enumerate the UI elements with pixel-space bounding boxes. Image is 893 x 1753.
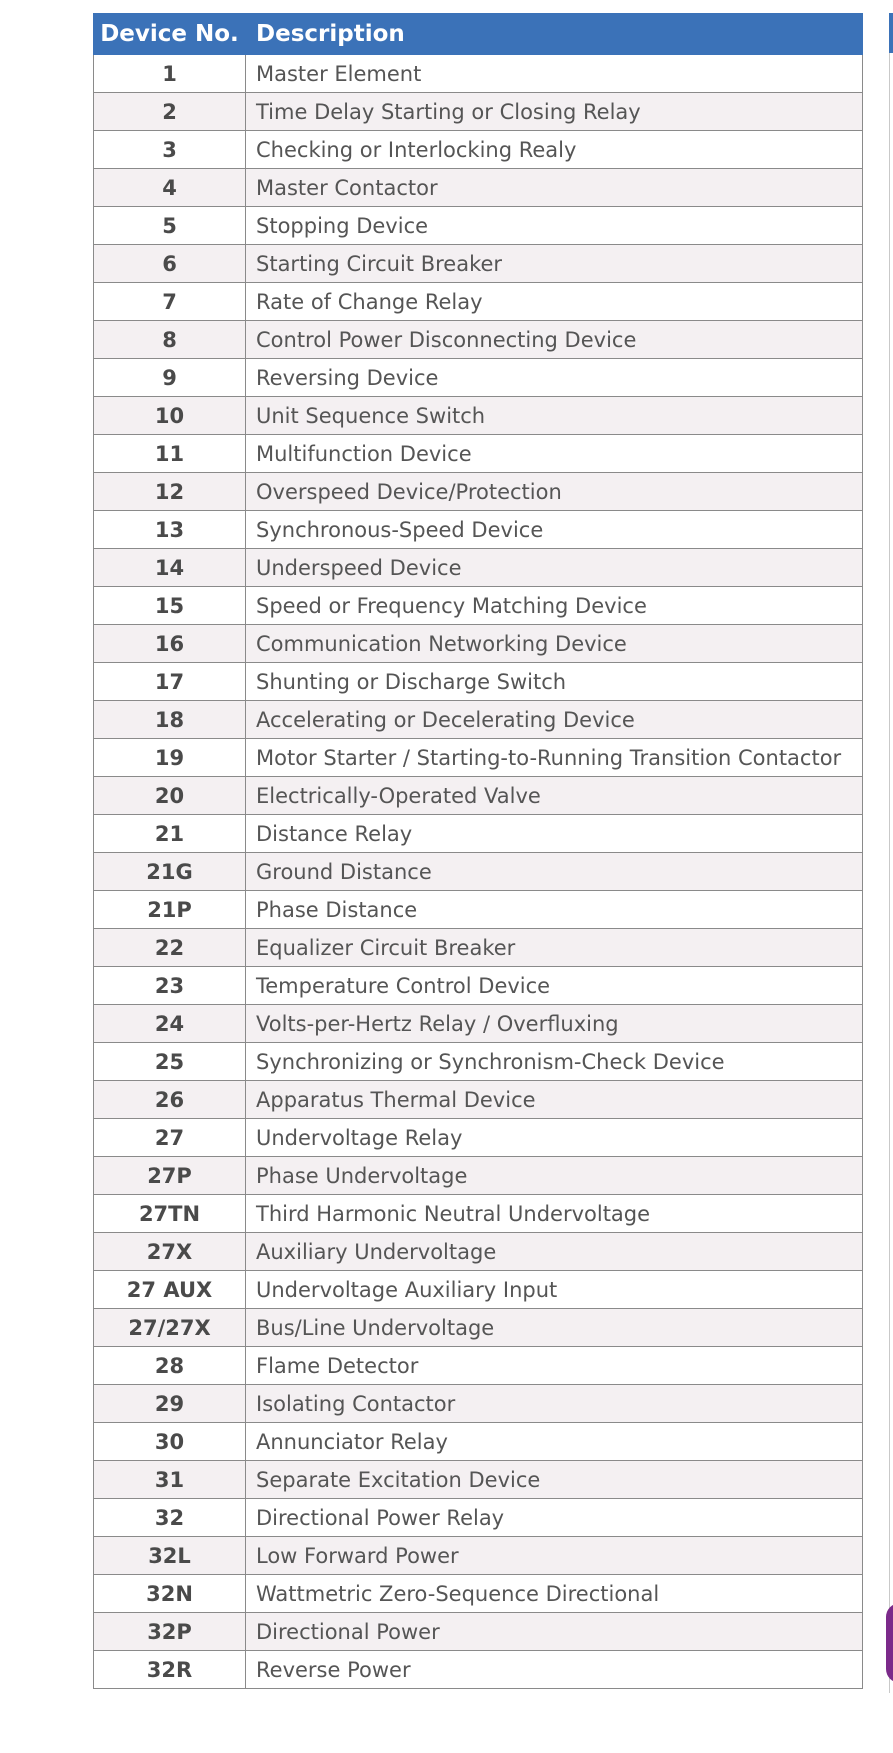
device-number-cell: 9 (94, 359, 246, 397)
table-row (94, 245, 863, 283)
table-header (94, 14, 863, 55)
adjacent-table-edge (889, 13, 893, 1693)
description-cell: Low Forward Power (246, 1537, 863, 1575)
table-row (94, 1005, 863, 1043)
table-row (94, 815, 863, 853)
adjacent-table-header-edge (889, 13, 893, 53)
device-number-cell: 7 (94, 283, 246, 321)
device-number-cell: 28 (94, 1347, 246, 1385)
device-number-cell: 27P (94, 1157, 246, 1195)
description-cell: Phase Undervoltage (246, 1157, 863, 1195)
device-number-cell: 12 (94, 473, 246, 511)
device-number-cell: 18 (94, 701, 246, 739)
description-cell: Undervoltage Auxiliary Input (246, 1271, 863, 1309)
description-cell: Starting Circuit Breaker (246, 245, 863, 283)
description-cell: Volts-per-Hertz Relay / Overfluxing (246, 1005, 863, 1043)
description-cell: Bus/Line Undervoltage (246, 1309, 863, 1347)
floating-action-button-edge[interactable] (886, 1603, 893, 1683)
device-number-cell: 16 (94, 625, 246, 663)
device-number-cell: 13 (94, 511, 246, 549)
description-cell: Phase Distance (246, 891, 863, 929)
header-description: Description (246, 14, 863, 55)
device-number-cell: 11 (94, 435, 246, 473)
table-row (94, 1461, 863, 1499)
table-row (94, 435, 863, 473)
description-cell: Accelerating or Decelerating Device (246, 701, 863, 739)
table-row (94, 1347, 863, 1385)
description-cell: Master Element (246, 55, 863, 93)
device-number-cell: 4 (94, 169, 246, 207)
description-cell: Rate of Change Relay (246, 283, 863, 321)
table-row (94, 397, 863, 435)
table-row (94, 587, 863, 625)
device-number-cell: 27/27X (94, 1309, 246, 1347)
description-cell: Equalizer Circuit Breaker (246, 929, 863, 967)
table-row (94, 1651, 863, 1689)
device-number-cell: 6 (94, 245, 246, 283)
device-number-cell: 21 (94, 815, 246, 853)
device-number-cell: 26 (94, 1081, 246, 1119)
table-row (94, 625, 863, 663)
table-row (94, 929, 863, 967)
table-row (94, 207, 863, 245)
device-number-cell: 22 (94, 929, 246, 967)
table-row (94, 853, 863, 891)
description-cell: Temperature Control Device (246, 967, 863, 1005)
device-number-cell: 5 (94, 207, 246, 245)
description-cell: Isolating Contactor (246, 1385, 863, 1423)
device-number-cell: 31 (94, 1461, 246, 1499)
table-row (94, 131, 863, 169)
device-number-cell: 19 (94, 739, 246, 777)
description-cell: Synchronizing or Synchronism-Check Device (246, 1043, 863, 1081)
table-row (94, 1271, 863, 1309)
description-cell: Control Power Disconnecting Device (246, 321, 863, 359)
table-body (94, 55, 863, 1689)
device-number-cell: 24 (94, 1005, 246, 1043)
table-row (94, 1195, 863, 1233)
description-cell: Auxiliary Undervoltage (246, 1233, 863, 1271)
description-cell: Unit Sequence Switch (246, 397, 863, 435)
device-number-cell: 25 (94, 1043, 246, 1081)
description-cell: Motor Starter / Starting-to-Running Transition Contactor (246, 739, 863, 777)
table-row (94, 55, 863, 93)
description-cell: Directional Power (246, 1613, 863, 1651)
table-row (94, 1423, 863, 1461)
table-row (94, 1081, 863, 1119)
table-row (94, 1043, 863, 1081)
description-cell: Underspeed Device (246, 549, 863, 587)
table-row (94, 1613, 863, 1651)
table-row (94, 663, 863, 701)
description-cell: Electrically-Operated Valve (246, 777, 863, 815)
description-cell: Third Harmonic Neutral Undervoltage (246, 1195, 863, 1233)
description-cell: Wattmetric Zero-Sequence Directional (246, 1575, 863, 1613)
table-row (94, 473, 863, 511)
device-number-cell: 32 (94, 1499, 246, 1537)
description-cell: Distance Relay (246, 815, 863, 853)
description-cell: Directional Power Relay (246, 1499, 863, 1537)
description-cell: Communication Networking Device (246, 625, 863, 663)
device-number-cell: 21G (94, 853, 246, 891)
description-cell: Time Delay Starting or Closing Relay (246, 93, 863, 131)
table-row (94, 1537, 863, 1575)
table-row (94, 891, 863, 929)
device-number-cell: 15 (94, 587, 246, 625)
device-number-cell: 29 (94, 1385, 246, 1423)
description-cell: Reversing Device (246, 359, 863, 397)
device-number-cell: 17 (94, 663, 246, 701)
header-device-no: Device No. (94, 14, 246, 55)
description-cell: Speed or Frequency Matching Device (246, 587, 863, 625)
table-row (94, 1385, 863, 1423)
table-row (94, 967, 863, 1005)
table-row (94, 321, 863, 359)
device-number-cell: 1 (94, 55, 246, 93)
device-number-cell: 32P (94, 1613, 246, 1651)
device-number-cell: 30 (94, 1423, 246, 1461)
device-number-cell: 27 (94, 1119, 246, 1157)
device-number-cell: 23 (94, 967, 246, 1005)
device-number-table-container (93, 13, 863, 1689)
table-row (94, 359, 863, 397)
description-cell: Overspeed Device/Protection (246, 473, 863, 511)
device-number-cell: 32L (94, 1537, 246, 1575)
table-row (94, 93, 863, 131)
device-number-cell: 32N (94, 1575, 246, 1613)
device-number-cell: 2 (94, 93, 246, 131)
device-number-table (93, 13, 863, 1689)
header-row (94, 14, 863, 55)
table-row (94, 777, 863, 815)
table-row (94, 1233, 863, 1271)
table-row (94, 1575, 863, 1613)
device-number-cell: 21P (94, 891, 246, 929)
table-row (94, 511, 863, 549)
table-row (94, 169, 863, 207)
device-number-cell: 14 (94, 549, 246, 587)
description-cell: Separate Excitation Device (246, 1461, 863, 1499)
table-row (94, 701, 863, 739)
device-number-cell: 32R (94, 1651, 246, 1689)
device-number-cell: 10 (94, 397, 246, 435)
device-number-cell: 27TN (94, 1195, 246, 1233)
description-cell: Annunciator Relay (246, 1423, 863, 1461)
description-cell: Undervoltage Relay (246, 1119, 863, 1157)
description-cell: Stopping Device (246, 207, 863, 245)
table-row (94, 1499, 863, 1537)
description-cell: Shunting or Discharge Switch (246, 663, 863, 701)
description-cell: Checking or Interlocking Realy (246, 131, 863, 169)
description-cell: Ground Distance (246, 853, 863, 891)
device-number-cell: 20 (94, 777, 246, 815)
device-number-cell: 27 AUX (94, 1271, 246, 1309)
table-row (94, 1119, 863, 1157)
description-cell: Synchronous-Speed Device (246, 511, 863, 549)
description-cell: Master Contactor (246, 169, 863, 207)
description-cell: Flame Detector (246, 1347, 863, 1385)
description-cell: Multifunction Device (246, 435, 863, 473)
device-number-cell: 8 (94, 321, 246, 359)
table-row (94, 1157, 863, 1195)
table-row (94, 283, 863, 321)
device-number-cell: 3 (94, 131, 246, 169)
table-row (94, 549, 863, 587)
table-row (94, 739, 863, 777)
description-cell: Apparatus Thermal Device (246, 1081, 863, 1119)
table-row (94, 1309, 863, 1347)
description-cell: Reverse Power (246, 1651, 863, 1689)
device-number-cell: 27X (94, 1233, 246, 1271)
